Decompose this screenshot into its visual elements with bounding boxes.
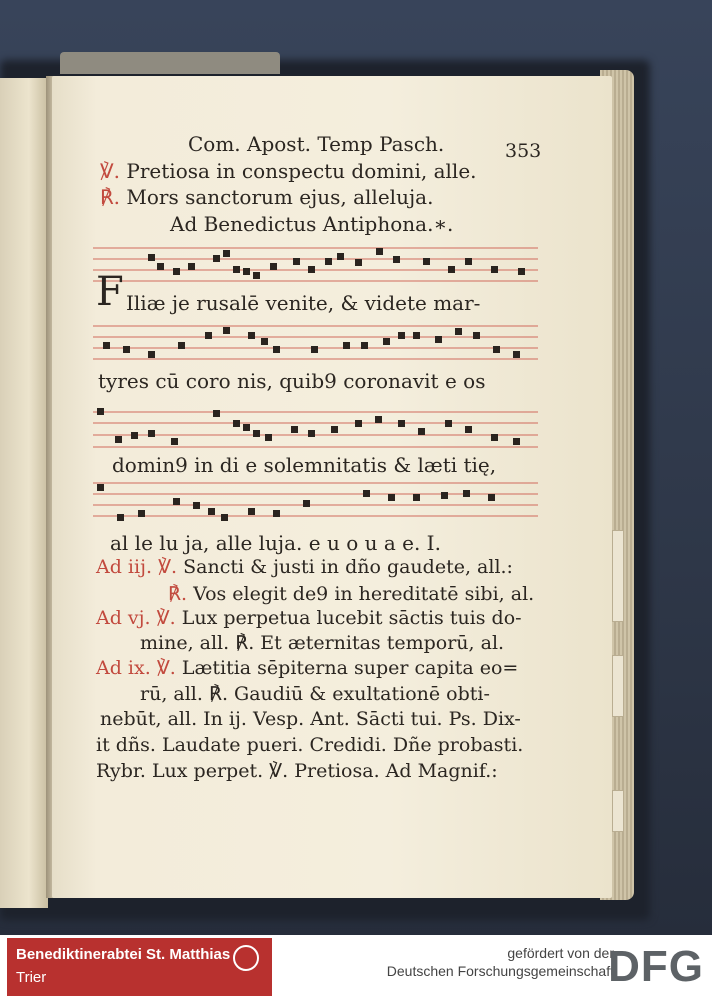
- page-number: 353: [505, 140, 542, 162]
- book-top-edge: [60, 52, 280, 74]
- left-page-edge: [0, 78, 48, 908]
- institution-city: Trier: [16, 969, 47, 986]
- music-staff: [93, 408, 538, 454]
- versicle-sign: ℣.: [156, 607, 176, 629]
- response-line: [100, 186, 433, 208]
- versicle-text: Pretiosa in conspectu domini, alle.: [126, 159, 477, 183]
- response-text: Mors sanctorum ejus, alleluja.: [126, 185, 434, 209]
- dfg-logo[interactable]: DFG: [608, 942, 704, 991]
- bookmark-tab: [612, 790, 624, 832]
- music-staff: [93, 480, 538, 524]
- hour-line: rū, all. ℟. Gaudiū & exultationē obti-: [140, 683, 490, 705]
- hour-text: Lætitia sēpiterna super capita eo=: [181, 657, 519, 679]
- institution-block[interactable]: [7, 938, 272, 996]
- initial-letter: F: [96, 269, 124, 315]
- hour-text: Sancti & justi in dño gaudete, all.:: [183, 556, 513, 578]
- hour-line: [168, 583, 534, 605]
- bookmark-tab: [612, 530, 624, 622]
- hour-line: nebūt, all. In ij. Vesp. Ant. Sācti tui. Ps. Dix-: [100, 708, 521, 730]
- footer: [0, 935, 712, 1000]
- antiphon-title: Ad Benedictus Antiphona.∗.: [170, 212, 454, 236]
- lyric-line-3: domin9 in di e solemnitatis & læti tię,: [112, 453, 497, 477]
- hour-label: Ad iij.: [96, 556, 153, 578]
- response-sign: ℟.: [168, 583, 188, 605]
- hour-line: [96, 607, 522, 629]
- lyric-line-1: Iliæ je rusalē venite, & videte mar-: [126, 291, 481, 315]
- hour-line: [96, 657, 518, 679]
- music-staff: [93, 246, 538, 284]
- versicle-line: [100, 160, 477, 182]
- response-sign: ℟.: [100, 185, 121, 209]
- music-staff: [93, 324, 538, 362]
- hour-text: Vos elegit de9 in hereditatē sibi, al.: [193, 583, 535, 605]
- hour-label: Ad vj.: [96, 607, 151, 629]
- funded-by-line-1: gefördert von der: [507, 945, 614, 961]
- institution-logo-icon: [233, 945, 259, 971]
- hour-label: Ad ix.: [96, 657, 151, 679]
- versicle-sign: ℣.: [100, 159, 121, 183]
- hour-line: [96, 556, 513, 578]
- versicle-sign: ℣.: [158, 556, 178, 578]
- bookmark-tab: [612, 655, 624, 717]
- lyric-line-2: tyres cū coro nis, quib9 coronavit e os: [98, 369, 486, 393]
- hour-line: mine, all. ℟. Et æternitas temporū, al.: [140, 632, 505, 654]
- hour-line: it dñs. Laudate pueri. Credidi. Dñe probasti.: [96, 734, 524, 756]
- versicle-sign: ℣.: [156, 657, 176, 679]
- running-header: Com. Apost. Temp Pasch.: [188, 132, 445, 156]
- lyric-line-4: al le lu ja, alle luja. e u o u a e. I.: [110, 531, 441, 555]
- funded-by-line-2: Deutschen Forschungsgemeinschaft: [386, 963, 614, 979]
- hour-text: Lux perpetua lucebit sāctis tuis do-: [181, 607, 522, 629]
- hour-line: Rybr. Lux perpet. ℣. Pretiosa. Ad Magnif.:: [96, 760, 498, 782]
- institution-name: Benediktinerabtei St. Matthias: [16, 946, 231, 963]
